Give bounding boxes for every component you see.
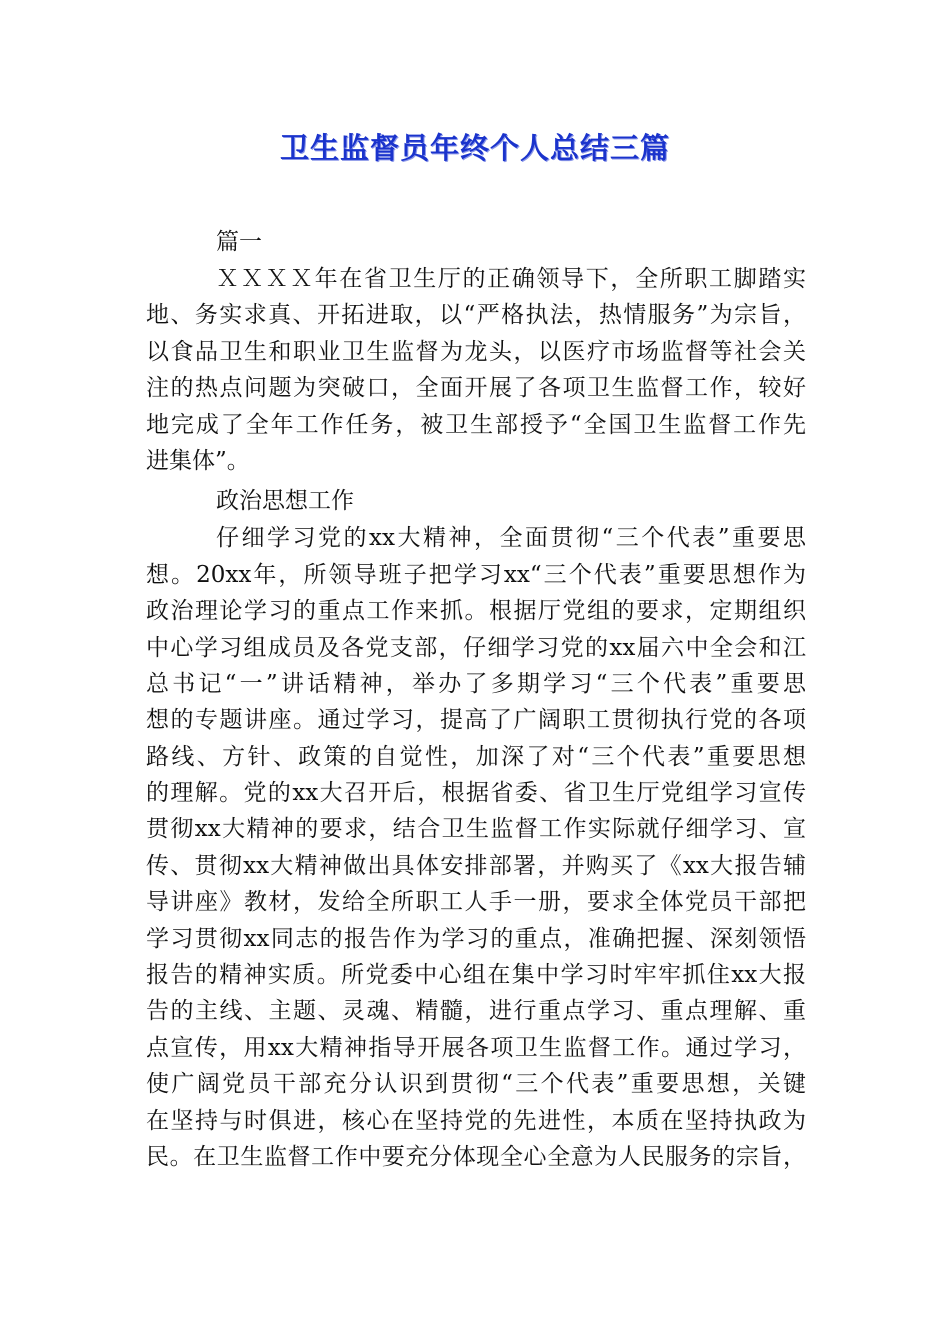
- section-label: 篇一: [216, 229, 262, 255]
- paragraph-line: 地、务实求真、开拓进取，以“严格执法，热情服务”为宗旨，: [146, 302, 806, 329]
- paragraph-line: 导讲座》教材，发给全所职工人手一册，要求全体党员干部把: [146, 889, 806, 916]
- paragraph-line: 路线、方针、政策的自觉性，加深了对“三个代表”重要思想: [146, 743, 806, 770]
- paragraph-line: 仔细学习党的xx大精神，全面贯彻“三个代表”重要思: [216, 525, 806, 552]
- paragraph-1: [146, 261, 806, 479]
- paragraph-line: 总书记“一”讲话精神，举办了多期学习“三个代表”重要思: [146, 670, 806, 697]
- paragraph-line: 进集体”。: [146, 447, 250, 474]
- paragraph-line: 以食品卫生和职业卫生监督为龙头，以医疗市场监督等社会关: [146, 338, 806, 365]
- paragraph-line: 注的热点问题为突破口，全面开展了各项卫生监督工作，较好: [146, 375, 806, 402]
- paragraph-line: ＸＸＸＸ年在省卫生厅的正确领导下，全所职工脚踏实: [216, 266, 806, 292]
- document-body: [146, 223, 806, 1175]
- paragraph-line: 报告的精神实质。所党委中心组在集中学习时牢牢抓住xx大报: [146, 962, 806, 989]
- paragraph-line: 贯彻xx大精神的要求，结合卫生监督工作实际就仔细学习、宣: [146, 816, 806, 843]
- paragraph-line: 在坚持与时俱进，核心在坚持党的先进性，本质在坚持执政为: [146, 1107, 806, 1134]
- paragraph-line: 地完成了全年工作任务，被卫生部授予“全国卫生监督工作先: [146, 411, 806, 438]
- paragraph-line: 想的专题讲座。通过学习，提高了广阔职工贯彻执行党的各项: [146, 707, 806, 734]
- paragraph-line: 政治理论学习的重点工作来抓。根据厅党组的要求，定期组织: [146, 598, 806, 625]
- paragraph-2: [146, 520, 806, 1175]
- paragraph-line: 使广阔党员干部充分认识到贯彻“三个代表”重要思想，关键: [146, 1071, 806, 1098]
- paragraph-line: 的理解。党的xx大召开后，根据省委、省卫生厅党组学习宣传: [146, 780, 806, 807]
- paragraph-line: 想。20xx年，所领导班子把学习xx“三个代表”重要思想作为: [146, 561, 806, 588]
- paragraph-line: 中心学习组成员及各党支部，仔细学习党的xx届六中全会和江: [146, 634, 806, 661]
- paragraph-line: 学习贯彻xx同志的报告作为学习的重点，准确把握、深刻领悟: [146, 925, 806, 952]
- paragraph-line: 点宣传，用xx大精神指导开展各项卫生监督工作。通过学习，: [146, 1034, 806, 1061]
- document-title: 卫生监督员年终个人总结三篇: [279, 131, 670, 165]
- paragraph-line: 民。在卫生监督工作中要充分体现全心全意为人民服务的宗旨，: [146, 1143, 806, 1170]
- section-heading: 政治思想工作: [216, 488, 354, 515]
- paragraph-line: 告的主线、主题、灵魂、精髓，进行重点学习、重点理解、重: [146, 998, 806, 1025]
- paragraph-line: 传、贯彻xx大精神做出具体安排部署，并购买了《xx大报告辅: [146, 852, 806, 879]
